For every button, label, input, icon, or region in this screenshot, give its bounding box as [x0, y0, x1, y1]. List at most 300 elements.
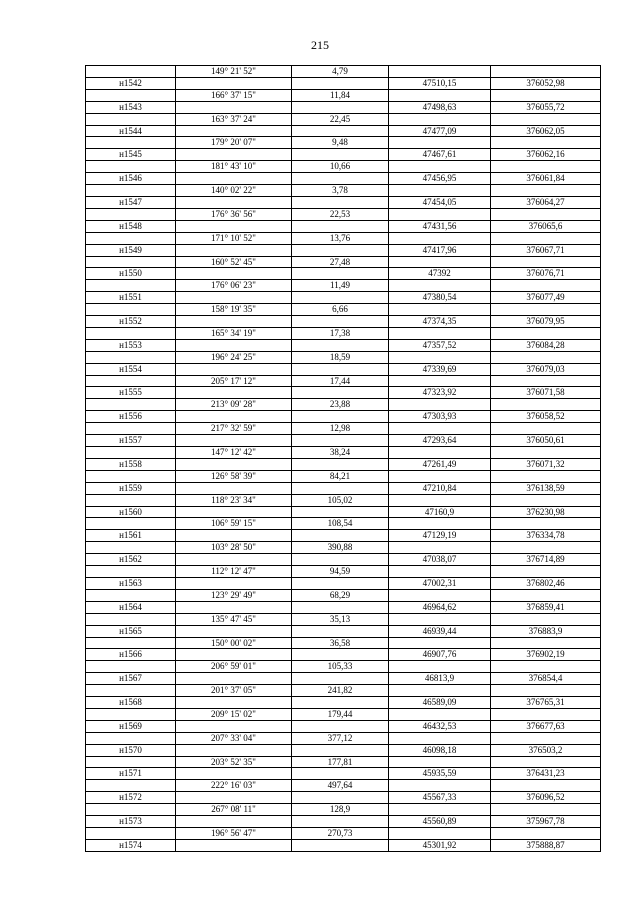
point-length-cell — [292, 220, 389, 232]
point-id: н1559 — [86, 482, 176, 494]
segment-point-cell — [86, 542, 176, 554]
segment-point-cell — [86, 708, 176, 720]
point-id: н1556 — [86, 411, 176, 423]
segment-length: 84,21 — [292, 470, 389, 482]
segment-x-cell — [389, 613, 491, 625]
point-row — [86, 101, 601, 113]
direction-angle: 207° 33' 04" — [176, 732, 292, 744]
segment-point-cell — [86, 280, 176, 292]
segment-x-cell — [389, 804, 491, 816]
point-row — [86, 268, 601, 280]
coordinate-x: 47293,64 — [389, 435, 491, 447]
segment-point-cell — [86, 327, 176, 339]
point-length-cell — [292, 435, 389, 447]
point-row — [86, 792, 601, 804]
segment-length: 10,66 — [292, 161, 389, 173]
segment-x-cell — [389, 470, 491, 482]
point-row — [86, 720, 601, 732]
point-angle-cell — [176, 506, 292, 518]
point-row — [86, 387, 601, 399]
coordinate-x: 45567,33 — [389, 792, 491, 804]
segment-row — [86, 732, 601, 744]
segment-y-cell — [491, 732, 601, 744]
coordinate-x: 46098,18 — [389, 744, 491, 756]
segment-point-cell — [86, 470, 176, 482]
segment-y-cell — [491, 708, 601, 720]
segment-row — [86, 232, 601, 244]
segment-row — [86, 494, 601, 506]
point-angle-cell — [176, 577, 292, 589]
point-id: н1572 — [86, 792, 176, 804]
segment-length: 13,76 — [292, 232, 389, 244]
segment-row — [86, 708, 601, 720]
segment-length: 23,88 — [292, 399, 389, 411]
segment-point-cell — [86, 447, 176, 459]
segment-point-cell — [86, 113, 176, 125]
segment-y-cell — [491, 399, 601, 411]
segment-row — [86, 137, 601, 149]
coordinate-x: 45301,92 — [389, 839, 491, 851]
segment-length: 179,44 — [292, 708, 389, 720]
coordinate-x: 45935,59 — [389, 768, 491, 780]
segment-x-cell — [389, 161, 491, 173]
segment-x-cell — [389, 661, 491, 673]
segment-length: 12,98 — [292, 423, 389, 435]
point-angle-cell — [176, 149, 292, 161]
point-row — [86, 554, 601, 566]
direction-angle: 123° 29' 49" — [176, 589, 292, 601]
point-row — [86, 506, 601, 518]
coordinate-x: 47374,35 — [389, 316, 491, 328]
direction-angle: 205° 17' 12" — [176, 375, 292, 387]
segment-length: 11,84 — [292, 89, 389, 101]
segment-x-cell — [389, 280, 491, 292]
coordinate-y: 376058,52 — [491, 411, 601, 423]
coordinate-y: 376802,46 — [491, 577, 601, 589]
point-id: н1552 — [86, 316, 176, 328]
coordinate-y: 376055,72 — [491, 101, 601, 113]
segment-row — [86, 589, 601, 601]
segment-point-cell — [86, 637, 176, 649]
segment-x-cell — [389, 828, 491, 840]
coordinate-y: 376061,84 — [491, 173, 601, 185]
segment-y-cell — [491, 185, 601, 197]
segment-x-cell — [389, 375, 491, 387]
segment-point-cell — [86, 66, 176, 78]
point-row — [86, 411, 601, 423]
direction-angle: 222° 16' 03" — [176, 780, 292, 792]
coordinate-y: 376431,23 — [491, 768, 601, 780]
segment-x-cell — [389, 566, 491, 578]
segment-y-cell — [491, 589, 601, 601]
point-length-cell — [292, 625, 389, 637]
coordinate-x: 47357,52 — [389, 339, 491, 351]
point-row — [86, 149, 601, 161]
segment-y-cell — [491, 161, 601, 173]
segment-point-cell — [86, 661, 176, 673]
point-length-cell — [292, 173, 389, 185]
point-angle-cell — [176, 196, 292, 208]
coordinate-x: 46813,9 — [389, 673, 491, 685]
coordinate-x: 45560,89 — [389, 816, 491, 828]
point-id: н1567 — [86, 673, 176, 685]
segment-length: 497,64 — [292, 780, 389, 792]
segment-y-cell — [491, 685, 601, 697]
segment-y-cell — [491, 89, 601, 101]
coordinate-x: 47431,56 — [389, 220, 491, 232]
coordinate-x: 47339,69 — [389, 363, 491, 375]
segment-row — [86, 470, 601, 482]
segment-y-cell — [491, 208, 601, 220]
segment-x-cell — [389, 208, 491, 220]
point-angle-cell — [176, 649, 292, 661]
segment-length: 17,38 — [292, 327, 389, 339]
segment-row — [86, 304, 601, 316]
segment-y-cell — [491, 613, 601, 625]
segment-point-cell — [86, 399, 176, 411]
segment-y-cell — [491, 804, 601, 816]
point-length-cell — [292, 339, 389, 351]
segment-row — [86, 185, 601, 197]
point-length-cell — [292, 577, 389, 589]
point-row — [86, 482, 601, 494]
segment-length: 35,13 — [292, 613, 389, 625]
coordinate-x: 46589,09 — [389, 697, 491, 709]
point-length-cell — [292, 458, 389, 470]
segment-length: 177,81 — [292, 756, 389, 768]
point-angle-cell — [176, 173, 292, 185]
point-length-cell — [292, 720, 389, 732]
segment-length: 22,53 — [292, 208, 389, 220]
coordinates-table — [85, 65, 601, 852]
segment-row — [86, 804, 601, 816]
direction-angle: 103° 28' 50" — [176, 542, 292, 554]
point-angle-cell — [176, 387, 292, 399]
point-row — [86, 625, 601, 637]
direction-angle: 158° 19' 35" — [176, 304, 292, 316]
direction-angle: 165° 34' 19" — [176, 327, 292, 339]
coordinate-y: 376503,2 — [491, 744, 601, 756]
point-angle-cell — [176, 363, 292, 375]
direction-angle: 196° 24' 25" — [176, 351, 292, 363]
segment-point-cell — [86, 89, 176, 101]
point-length-cell — [292, 506, 389, 518]
point-length-cell — [292, 744, 389, 756]
coordinate-x: 47303,93 — [389, 411, 491, 423]
point-length-cell — [292, 387, 389, 399]
point-row — [86, 363, 601, 375]
coordinate-y: 376052,98 — [491, 77, 601, 89]
point-row — [86, 839, 601, 851]
segment-row — [86, 780, 601, 792]
point-angle-cell — [176, 435, 292, 447]
segment-x-cell — [389, 518, 491, 530]
point-id: н1555 — [86, 387, 176, 399]
coordinate-y: 376077,49 — [491, 292, 601, 304]
segment-x-cell — [389, 589, 491, 601]
direction-angle: 147° 12' 42" — [176, 447, 292, 459]
point-id: н1561 — [86, 530, 176, 542]
segment-x-cell — [389, 542, 491, 554]
segment-row — [86, 613, 601, 625]
segment-row — [86, 566, 601, 578]
segment-y-cell — [491, 637, 601, 649]
point-angle-cell — [176, 244, 292, 256]
point-angle-cell — [176, 720, 292, 732]
point-angle-cell — [176, 339, 292, 351]
coordinate-y: 376079,95 — [491, 316, 601, 328]
coordinate-y: 376084,28 — [491, 339, 601, 351]
point-length-cell — [292, 601, 389, 613]
direction-angle: 163° 37' 24" — [176, 113, 292, 125]
segment-x-cell — [389, 304, 491, 316]
segment-y-cell — [491, 375, 601, 387]
point-id: н1544 — [86, 125, 176, 137]
segment-y-cell — [491, 756, 601, 768]
segment-row — [86, 113, 601, 125]
segment-x-cell — [389, 66, 491, 78]
segment-row — [86, 161, 601, 173]
point-angle-cell — [176, 77, 292, 89]
point-angle-cell — [176, 458, 292, 470]
direction-angle: 201° 37' 05" — [176, 685, 292, 697]
segment-point-cell — [86, 304, 176, 316]
segment-y-cell — [491, 280, 601, 292]
coordinate-y: 376079,03 — [491, 363, 601, 375]
direction-angle: 179° 20' 07" — [176, 137, 292, 149]
point-row — [86, 196, 601, 208]
segment-point-cell — [86, 256, 176, 268]
point-row — [86, 673, 601, 685]
segment-length: 108,54 — [292, 518, 389, 530]
point-row — [86, 125, 601, 137]
point-id: н1542 — [86, 77, 176, 89]
point-length-cell — [292, 244, 389, 256]
coordinate-y: 376096,52 — [491, 792, 601, 804]
point-id: н1568 — [86, 697, 176, 709]
segment-point-cell — [86, 232, 176, 244]
point-id: н1558 — [86, 458, 176, 470]
point-id: н1570 — [86, 744, 176, 756]
point-length-cell — [292, 649, 389, 661]
coordinate-x: 47477,09 — [389, 125, 491, 137]
segment-y-cell — [491, 780, 601, 792]
direction-angle: 209° 15' 02" — [176, 708, 292, 720]
coordinate-y: 376067,71 — [491, 244, 601, 256]
segment-y-cell — [491, 423, 601, 435]
coordinate-y: 375967,78 — [491, 816, 601, 828]
point-row — [86, 77, 601, 89]
segment-length: 38,24 — [292, 447, 389, 459]
segment-length: 94,59 — [292, 566, 389, 578]
point-length-cell — [292, 792, 389, 804]
direction-angle: 181° 43' 10" — [176, 161, 292, 173]
segment-y-cell — [491, 494, 601, 506]
direction-angle: 149° 21' 52" — [176, 66, 292, 78]
segment-point-cell — [86, 161, 176, 173]
segment-length: 241,82 — [292, 685, 389, 697]
point-length-cell — [292, 530, 389, 542]
segment-y-cell — [491, 828, 601, 840]
point-length-cell — [292, 816, 389, 828]
coordinate-y: 376902,19 — [491, 649, 601, 661]
segment-x-cell — [389, 137, 491, 149]
direction-angle: 112° 12' 47" — [176, 566, 292, 578]
segment-x-cell — [389, 232, 491, 244]
segment-length: 22,45 — [292, 113, 389, 125]
segment-x-cell — [389, 327, 491, 339]
point-id: н1549 — [86, 244, 176, 256]
point-length-cell — [292, 77, 389, 89]
point-length-cell — [292, 554, 389, 566]
segment-point-cell — [86, 494, 176, 506]
coordinate-x: 47210,84 — [389, 482, 491, 494]
coordinate-x: 46432,53 — [389, 720, 491, 732]
segment-length: 18,59 — [292, 351, 389, 363]
page-number: 215 — [311, 38, 329, 52]
segment-row — [86, 256, 601, 268]
segment-row — [86, 518, 601, 530]
point-row — [86, 458, 601, 470]
segment-row — [86, 66, 601, 78]
point-angle-cell — [176, 816, 292, 828]
point-row — [86, 816, 601, 828]
coordinate-y: 375888,87 — [491, 839, 601, 851]
direction-angle: 267° 08' 11" — [176, 804, 292, 816]
point-length-cell — [292, 363, 389, 375]
segment-row — [86, 685, 601, 697]
segment-row — [86, 89, 601, 101]
segment-point-cell — [86, 732, 176, 744]
point-id: н1551 — [86, 292, 176, 304]
direction-angle: 217° 32' 59" — [176, 423, 292, 435]
segment-y-cell — [491, 66, 601, 78]
point-angle-cell — [176, 482, 292, 494]
point-id: н1548 — [86, 220, 176, 232]
segment-x-cell — [389, 756, 491, 768]
coordinate-x: 46964,62 — [389, 601, 491, 613]
segment-length: 68,29 — [292, 589, 389, 601]
point-id: н1573 — [86, 816, 176, 828]
segment-length: 270,73 — [292, 828, 389, 840]
segment-length: 390,88 — [292, 542, 389, 554]
segment-y-cell — [491, 566, 601, 578]
point-angle-cell — [176, 101, 292, 113]
point-angle-cell — [176, 673, 292, 685]
segment-point-cell — [86, 375, 176, 387]
segment-point-cell — [86, 589, 176, 601]
segment-row — [86, 828, 601, 840]
point-length-cell — [292, 482, 389, 494]
segment-x-cell — [389, 423, 491, 435]
coordinate-x: 47467,61 — [389, 149, 491, 161]
segment-y-cell — [491, 113, 601, 125]
coordinate-x: 47456,95 — [389, 173, 491, 185]
segment-x-cell — [389, 637, 491, 649]
point-row — [86, 220, 601, 232]
point-row — [86, 292, 601, 304]
segment-y-cell — [491, 232, 601, 244]
direction-angle: 118° 23' 34" — [176, 494, 292, 506]
segment-row — [86, 756, 601, 768]
segment-row — [86, 637, 601, 649]
direction-angle: 106° 59' 15" — [176, 518, 292, 530]
point-length-cell — [292, 411, 389, 423]
point-id: н1564 — [86, 601, 176, 613]
segment-x-cell — [389, 732, 491, 744]
point-angle-cell — [176, 792, 292, 804]
coordinate-x: 47380,54 — [389, 292, 491, 304]
direction-angle: 160° 52' 45" — [176, 256, 292, 268]
segment-length: 128,9 — [292, 804, 389, 816]
point-id: н1545 — [86, 149, 176, 161]
segment-point-cell — [86, 613, 176, 625]
segment-x-cell — [389, 494, 491, 506]
segment-x-cell — [389, 447, 491, 459]
direction-angle: 166° 37' 15" — [176, 89, 292, 101]
coordinate-y: 376765,31 — [491, 697, 601, 709]
point-row — [86, 530, 601, 542]
point-row — [86, 577, 601, 589]
direction-angle: 196° 56' 47" — [176, 828, 292, 840]
coordinate-x: 47417,96 — [389, 244, 491, 256]
point-id: н1546 — [86, 173, 176, 185]
segment-length: 6,66 — [292, 304, 389, 316]
segment-length: 105,33 — [292, 661, 389, 673]
point-row — [86, 339, 601, 351]
point-row — [86, 244, 601, 256]
point-row — [86, 601, 601, 613]
segment-length: 17,44 — [292, 375, 389, 387]
segment-length: 377,12 — [292, 732, 389, 744]
segment-length: 105,02 — [292, 494, 389, 506]
segment-point-cell — [86, 828, 176, 840]
segment-y-cell — [491, 256, 601, 268]
point-angle-cell — [176, 292, 292, 304]
direction-angle: 176° 36' 56" — [176, 208, 292, 220]
point-angle-cell — [176, 601, 292, 613]
segment-row — [86, 280, 601, 292]
point-angle-cell — [176, 125, 292, 137]
segment-row — [86, 423, 601, 435]
point-id: н1571 — [86, 768, 176, 780]
segment-y-cell — [491, 470, 601, 482]
coordinate-x: 47038,07 — [389, 554, 491, 566]
segment-y-cell — [491, 542, 601, 554]
direction-angle: 203° 52' 35" — [176, 756, 292, 768]
coordinate-y: 376065,6 — [491, 220, 601, 232]
segment-row — [86, 208, 601, 220]
point-id: н1557 — [86, 435, 176, 447]
segment-row — [86, 375, 601, 387]
point-angle-cell — [176, 316, 292, 328]
point-angle-cell — [176, 530, 292, 542]
segment-length: 4,79 — [292, 66, 389, 78]
point-length-cell — [292, 839, 389, 851]
direction-angle: 206° 59' 01" — [176, 661, 292, 673]
segment-x-cell — [389, 685, 491, 697]
coordinate-y: 376714,89 — [491, 554, 601, 566]
coordinate-y: 376883,9 — [491, 625, 601, 637]
coordinate-x: 47510,15 — [389, 77, 491, 89]
segment-point-cell — [86, 208, 176, 220]
coordinate-y: 376071,58 — [491, 387, 601, 399]
coordinate-x: 46907,76 — [389, 649, 491, 661]
coordinate-x: 47261,49 — [389, 458, 491, 470]
segment-y-cell — [491, 351, 601, 363]
coordinate-y: 376859,41 — [491, 601, 601, 613]
point-id: н1547 — [86, 196, 176, 208]
